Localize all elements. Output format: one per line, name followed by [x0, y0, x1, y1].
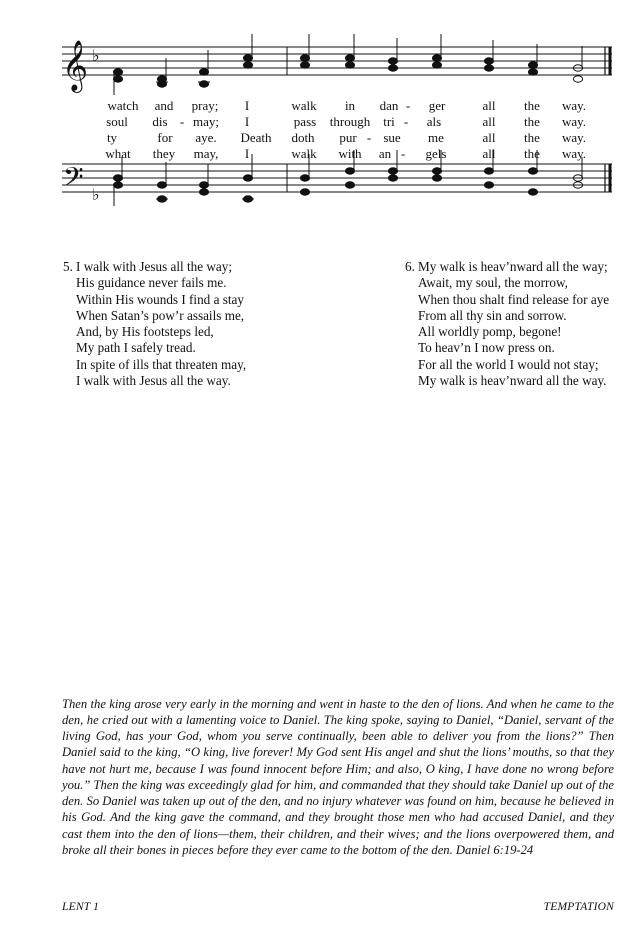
syllable: - [179, 114, 185, 129]
syllable: all [482, 98, 496, 113]
syllable: may; [193, 114, 219, 129]
syllable: ger [428, 98, 446, 113]
syllable: I [244, 114, 250, 129]
stanza-line: In spite of ills that threaten may, [76, 356, 247, 372]
syllable: I [244, 98, 250, 113]
syllable: through [329, 114, 371, 129]
syllable: all [482, 146, 496, 161]
stanza-line: My walk is heav’nward all the way; [418, 259, 608, 274]
syllable: sue [383, 130, 401, 145]
stanza-line: His guidance never fails me. [76, 275, 227, 291]
stanza-line: For all the world I would not stay; [418, 356, 599, 372]
syllable: me [428, 130, 444, 145]
syllable: for [157, 130, 173, 145]
syllable: way. [561, 98, 587, 113]
treble-clef: 𝄞 [62, 40, 89, 91]
syllable: they [152, 146, 176, 161]
footer-left: LENT 1 [62, 901, 100, 913]
syllable: way. [561, 130, 587, 145]
treble-notes [113, 34, 582, 95]
syllable: in [344, 98, 356, 113]
syllable: walk [291, 146, 317, 161]
stanza-6 [405, 259, 610, 389]
syllable: - [366, 130, 372, 145]
stanza-line: All worldly pomp, begone! [418, 324, 562, 340]
syllable: doth [291, 130, 315, 145]
syllable: may, [193, 146, 219, 161]
stanza-number: 5. [63, 259, 73, 274]
syllable: aye. [195, 130, 217, 145]
syllable: pass [293, 114, 317, 129]
syllable: what [105, 146, 131, 161]
stanza-line: From all thy sin and sorrow. [418, 307, 567, 323]
lyric-line-4 [0, 146, 640, 162]
syllable: pray; [191, 98, 219, 113]
syllable: gels [425, 146, 447, 161]
syllable: all [482, 114, 496, 129]
stanza-line: And, by His footsteps led, [76, 324, 214, 340]
lyric-line-1 [0, 98, 640, 114]
syllable: ty [106, 130, 118, 145]
syllable: all [482, 130, 496, 145]
reading-reference: Daniel 6:19-24 [455, 842, 534, 857]
syllable: dis [152, 114, 168, 129]
stanza-line: My walk is heav’nward all the way. [418, 373, 607, 389]
syllable: soul [106, 114, 128, 129]
syllable: tri [383, 114, 395, 129]
syllable: the [524, 130, 540, 145]
stanza-number: 6. [405, 259, 415, 274]
syllable: way. [561, 114, 587, 129]
syllable: als [426, 114, 442, 129]
syllable: walk [291, 98, 317, 113]
stanza-line: I walk with Jesus all the way; [76, 259, 233, 274]
bass-clef: 𝄢 [63, 161, 84, 199]
syllable: an [378, 146, 392, 161]
stanza-line: I walk with Jesus all the way. [76, 373, 231, 389]
syllable: - [400, 146, 406, 161]
syllable: Death [240, 130, 272, 145]
key-flat-bass: ♭ [92, 185, 100, 204]
bass-staff [62, 164, 612, 192]
syllable: the [524, 146, 540, 161]
stanza-5 [63, 259, 247, 389]
syllable: watch [107, 98, 139, 113]
stanza-line: My path I safely tread. [76, 340, 196, 356]
scripture-reading [62, 696, 614, 859]
stanza-line: When Satan’s pow’r assails me, [76, 307, 245, 323]
syllable: and [154, 98, 174, 113]
syllable: dan [379, 98, 399, 113]
syllable: pur [339, 130, 357, 145]
syllable: - [405, 98, 411, 113]
stanza-line: To heav’n I now press on. [418, 340, 555, 356]
key-flat-treble: ♭ [92, 46, 100, 65]
syllable: the [524, 98, 540, 113]
stanza-line: When thou shalt find release for aye [418, 291, 610, 307]
reading-text: Then the king arose very early in the morning and went in haste to the den of lions. And when he came to the den, he cried out with a lamenting voice to Daniel. The king spoke, saying to Daniel, “Daniel, servant of the living God, has your God, whom you serve continually, been able to deliver you from the lions?” Then Daniel said to the king, “O king, live forever! My God sent His angel and shut the lions’ mouths, so that they have not hurt me, because I was found innocent before Him; and also, O king, I have done no wrong before you.” Then the king was exceedingly glad for him, and commanded that they should take Daniel up out of the den. So Daniel was taken up out of the den, and no injury whatever was found on him, because he believed in his God. And the king gave the command, and they brought those men who had accused Daniel, and they cast them into the den of lions—them, their children, and their wives; and the lions overpowered them, and broke all their bones in pieces before they ever came to the bottom of the den. [62, 696, 614, 857]
lyric-line-2 [0, 114, 640, 130]
stanza-line: Await, my soul, the morrow, [418, 275, 568, 291]
lyric-line-3 [0, 130, 640, 146]
syllable: way. [561, 146, 587, 161]
footer-right: TEMPTATION [543, 901, 614, 913]
syllable: - [403, 114, 409, 129]
syllable: I [244, 146, 250, 161]
syllable: the [524, 114, 540, 129]
syllable: with [338, 146, 362, 161]
stanza-line: Within His wounds I find a stay [76, 291, 244, 307]
